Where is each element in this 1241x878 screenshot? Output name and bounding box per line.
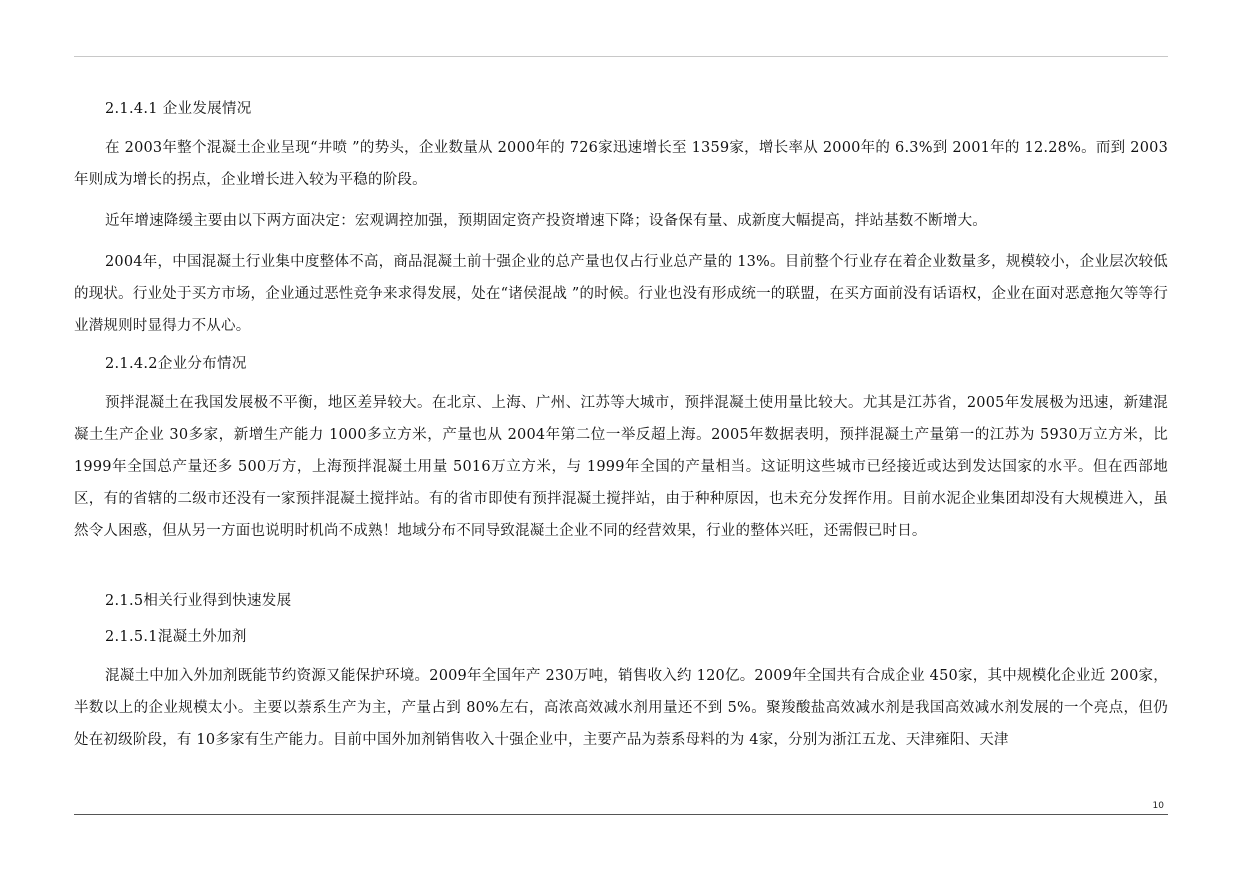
paragraph-growth-slowdown: 近年增速降缓主要由以下两方面决定：宏观调控加强，预期固定资产投资增速下降；设备保有量、成新度大幅提高，拌站基数不断增大。 — [105, 213, 987, 229]
paragraph-regional-distribution: 预拌混凝土在我国发展极不平衡，地区差异较大。在北京、上海、广州、江苏等大城市，预拌混凝土使用量比较大。尤其是江苏省，2005年发展极为迅速，新建混凝土生产企业 30多家，新增生产能力 1000多立方米，产量也从 2004年第二位一举反超上海。2005年数据表明，预拌混凝土产量第一的江苏为 5930万立方米，比 1999年全国总产量还多 500万方，上海预拌混凝土用量 5016万立方米，与 1999年全国的产量相当。这证明这些城市已经接近或达到发达国家的水平。但在西部地区，有的省辖的二级市还没有一家预拌混凝土搅拌站。有的省市即使有预拌混凝土搅拌站，由于种种原因，也未充分发挥作用。目前水泥企业集团却没有大规模进入，虽然令人困惑，但从另一方面也说明时机尚不成熟！地域分布不同导致混凝土企业不同的经营效果，行业的整体兴旺，还需假已时日。 — [74, 395, 1168, 539]
page-number: 10 — [1152, 801, 1164, 811]
section-heading-2-1-5-1: 2.1.5.1混凝土外加剂 — [105, 629, 247, 645]
document-body — [74, 96, 1168, 765]
paragraph-industry-concentration: 2004年，中国混凝土行业集中度整体不高，商品混凝土前十强企业的总产量也仅占行业总产量的 13%。目前整个行业存在着企业数量多，规模较小，企业层次较低的现状。行业处于买方市场，企业通过恶性竞争来求得发展，处在“诸侯混战 ”的时候。行业也没有形成统一的联盟，在买方面前没有话语权，企业在面对恶意拖欠等等行业潜规则时显得力不从心。 — [74, 254, 1168, 334]
section-heading-2-1-4-2: 2.1.4.2企业分布情况 — [105, 356, 247, 372]
footer-rule — [74, 814, 1168, 815]
header-rule — [74, 56, 1168, 57]
section-heading-2-1-4-1: 2.1.4.1 企业发展情况 — [105, 101, 252, 117]
paragraph-enterprise-growth: 在 2003年整个混凝土企业呈现“井喷 ”的势头，企业数量从 2000年的 726家迅速增长至 1359家，增长率从 2000年的 6.3%到 2001年的 12.28%。而到 2003年则成为增长的拐点，企业增长进入较为平稳的阶段。 — [74, 140, 1168, 188]
section-heading-2-1-5: 2.1.5相关行业得到快速发展 — [105, 593, 292, 609]
section-spacer — [74, 556, 1168, 588]
paragraph-admixtures: 混凝土中加入外加剂既能节约资源又能保护环境。2009年全国年产 230万吨，销售收入约 120亿。2009年全国共有合成企业 450家，其中规模化企业近 200家，半数以上的企业规模太小。主要以萘系生产为主，产量占到 80%左右，高浓高效减水剂用量还不到 5%。聚羧酸盐高效减水剂是我国高效减水剂发展的一个亮点，但仍处在初级阶段，有 10多家有生产能力。目前中国外加剂销售收入十强企业中，主要产品为萘系母料的为 4家，分别为浙江五龙、天津雍阳、天津 — [74, 668, 1168, 748]
